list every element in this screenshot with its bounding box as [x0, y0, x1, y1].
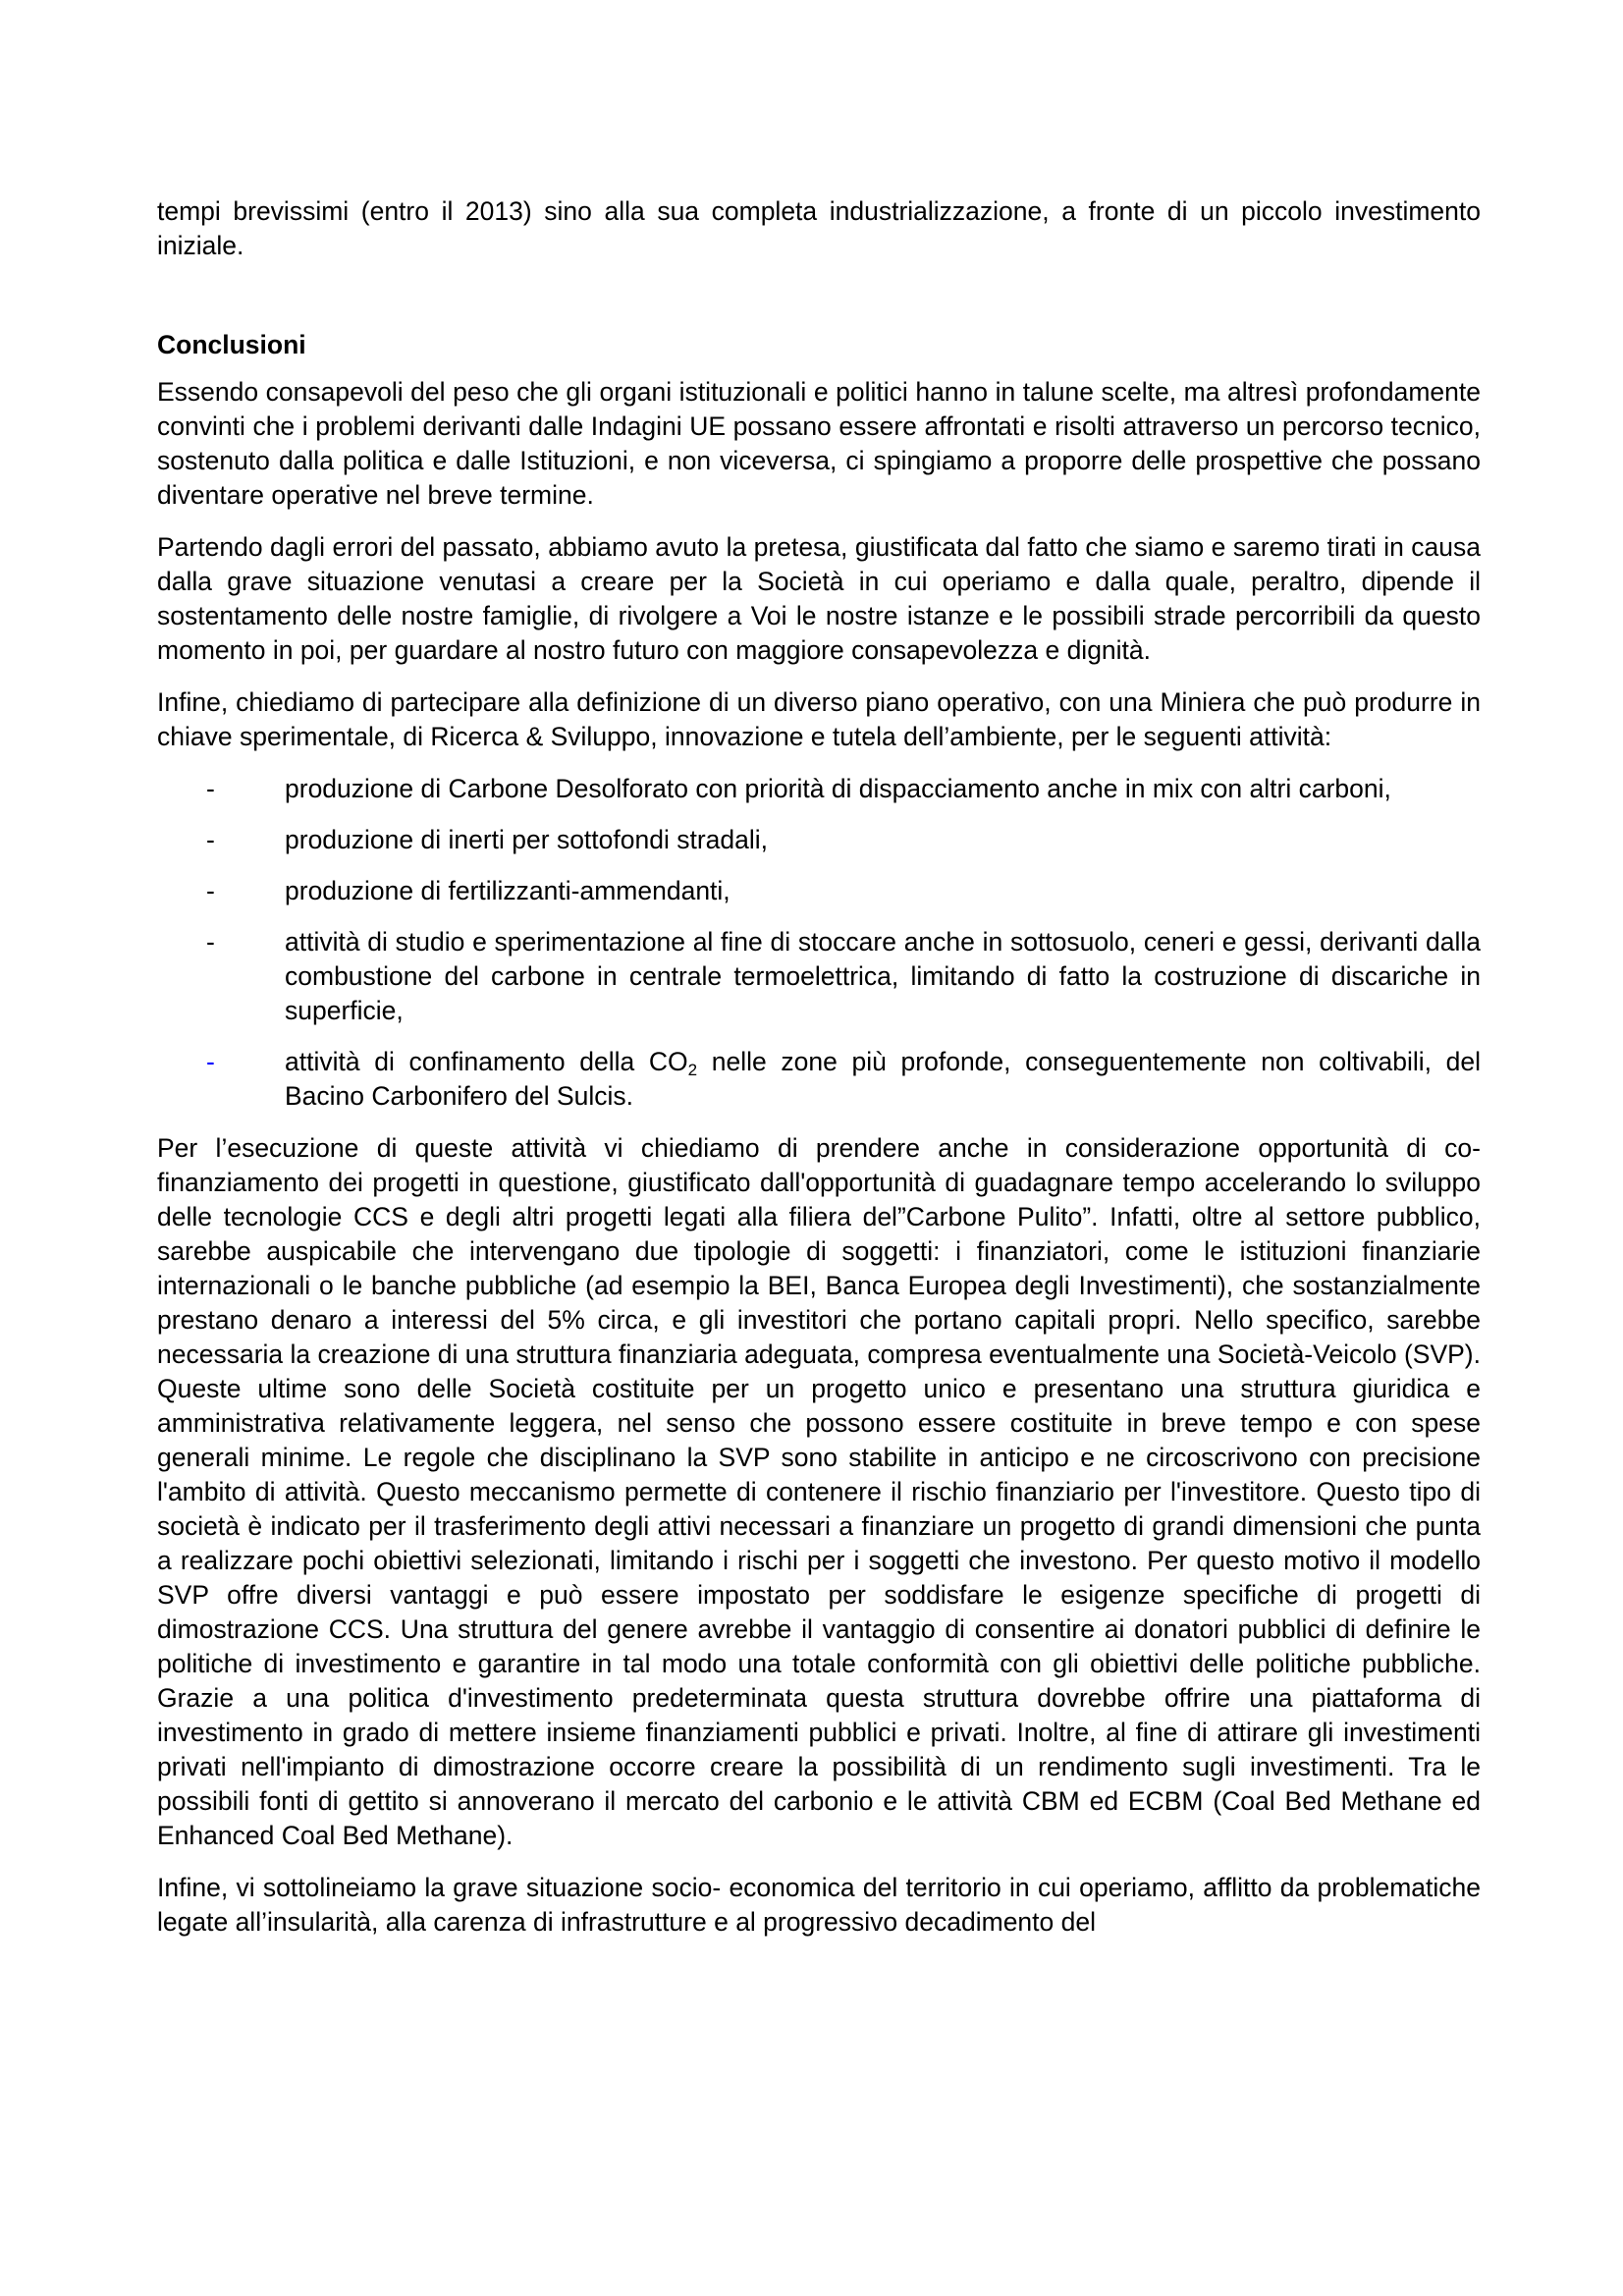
dash-bullet-icon: - [206, 825, 215, 854]
dash-bullet-icon: - [206, 876, 215, 905]
dash-bullet-icon: - [206, 927, 215, 957]
list-item-text: produzione di inerti per sottofondi stradali, [285, 825, 769, 854]
list-item-text: produzione di Carbone Desolforato con priorità di dispacciamento anche in mix con altri carboni, [285, 774, 1391, 803]
dash-bullet-icon: - [206, 774, 215, 803]
list-item-text: attività di studio e sperimentazione al fine di stoccare anche in sottosuolo, ceneri e gessi, derivanti dalla combustione del carbone in centrale termoelettrica, limitando di fatto la costruzione di discariche in superficie, [285, 927, 1481, 1025]
list-item [157, 823, 1481, 857]
list-item [157, 772, 1481, 806]
intro-paragraph: tempi brevissimi (entro il 2013) sino alla sua completa industrializzazione, a fronte di un piccolo investimento iniziale. [157, 196, 1481, 260]
activities-list [157, 772, 1481, 1114]
section-heading: Conclusioni [157, 330, 306, 359]
list-item [157, 925, 1481, 1028]
co2-text-after: nelle zone più profonde, conseguentemente non coltivabili, del Bacino Carbonifero del Sulcis. [285, 1047, 1481, 1111]
list-item-text: produzione di fertilizzanti-ammendanti, [285, 876, 730, 905]
dash-bullet-icon-blue: - [206, 1047, 215, 1076]
co2-text-before: attività di confinamento della CO [285, 1047, 688, 1076]
paragraph-financing: Per l’esecuzione di queste attività vi chiediamo di prendere anche in considerazione opportunità di co- finanziamento dei progetti in questione, giustificato dall'opportunità di guadagnare tempo accelerando lo sviluppo delle tecnologie CCS e degli altri progetti legati alla filiera del”Carbone Pulito”. Infatti, oltre al settore pubblico, sarebbe auspicabile che intervengano due tipologie di soggetti: i finanziatori, come le istituzioni finanziarie internazionali o le banche pubbliche (ad esempio la BEI, Banca Europea degli Investimenti), che sostanzialmente prestano denaro a interessi del 5% circa, e gli investitori che portano capitali propri. Nello specifico, sarebbe necessaria la creazione di una struttura finanziaria adeguata, compresa eventualmente una Società-Veicolo (SVP). Queste ultime sono delle Società costituite per un progetto unico e presentano una struttura giuridica e amministrativa relativamente leggera, nel senso che possono essere costituite in breve tempo e con spese generali minime. Le regole che disciplinano la SVP sono stabilite in anticipo e ne circoscrivono con precisione l'ambito di attività. Questo meccanismo permette di contenere il rischio finanziario per l'investitore. Questo tipo di società è indicato per il trasferimento degli attivi necessari a finanziare un progetto di grandi dimensioni che punta a realizzare pochi obiettivi selezionati, limitando i rischi per i soggetti che investono. Per questo motivo il modello SVP offre diversi vantaggi e può essere impostato per soddisfare le esigenze specifiche di progetti di dimostrazione CCS. Una struttura del genere avrebbe il vantaggio di consentire ai donatori pubblici di definire le politiche di investimento e garantire in tal modo una totale conformità con gli obiettivi delle politiche pubbliche. Grazie a una politica d'investimento predeterminata questa struttura dovrebbe offrire una piattaforma di investimento in grado di mettere insieme finanziamenti pubblici e privati. Inoltre, al fine di attirare gli investimenti privati nell'impianto di dimostrazione occorre creare la possibilità di un rendimento sugli investimenti. Tra le possibili fonti di gettito si annoverano il mercato del carbonio e le attività CBM ed ECBM (Coal Bed Methane ed Enhanced Coal Bed Methane). [157, 1133, 1481, 1850]
list-item-text [285, 1047, 1481, 1111]
paragraph-awareness: Essendo consapevoli del peso che gli organi istituzionali e politici hanno in talune scelte, ma altresì profondamente convinti che i problemi derivanti dalle Indagini UE possano essere affrontati e risolti attraverso un percorso tecnico, sostenuto dalla politica e dalle Istituzioni, e non viceversa, ci spingiamo a proporre delle prospettive che possano diventare operative nel breve termine. [157, 377, 1481, 510]
co2-subscript: 2 [687, 1061, 698, 1079]
list-item-co2 [157, 1045, 1481, 1114]
paragraph-past-errors: Partendo dagli errori del passato, abbiamo avuto la pretesa, giustificata dal fatto che siamo e saremo tirati in causa dalla grave situazione venutasi a creare per la Società in cui operiamo e dalla quale, peraltro, dipende il sostentamento delle nostre famiglie, di rivolgere a Voi le nostre istanze e le possibili strade percorribili da questo momento in poi, per guardare al nostro futuro con maggiore consapevolezza e dignità. [157, 532, 1481, 665]
list-item [157, 874, 1481, 908]
paragraph-request: Infine, chiediamo di partecipare alla definizione di un diverso piano operativo, con una Miniera che può produrre in chiave sperimentale, di Ricerca & Sviluppo, innovazione e tutela dell’ambiente, per le seguenti attività: [157, 687, 1481, 751]
document-page [157, 194, 1481, 1940]
paragraph-closing: Infine, vi sottolineiamo la grave situazione socio- economica del territorio in cui operiamo, afflitto da problematiche legate all’insularità, alla carenza di infrastrutture e al progressivo decadimento del [157, 1873, 1481, 1937]
